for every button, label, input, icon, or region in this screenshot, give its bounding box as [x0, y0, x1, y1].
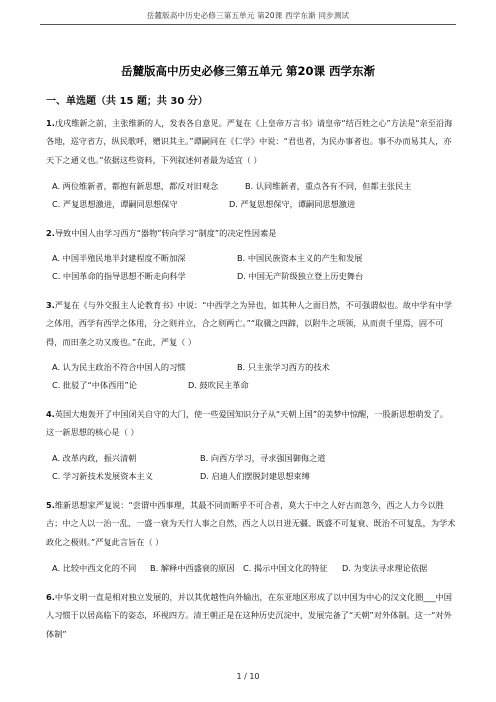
option-c[interactable]: C. 批驳了“中体西用”论 — [52, 380, 137, 390]
question-6 — [46, 588, 456, 643]
option-c[interactable]: C. 中国革命的指导思想不断走向科学 — [52, 271, 186, 281]
option-a[interactable]: A. 两位维新者，都抱有新思想，都反对旧观念 — [52, 181, 219, 191]
question-number: 2. — [46, 228, 55, 238]
section-heading: 一、单选题（共 15 题；共 30 分） — [46, 96, 208, 107]
question-4 — [46, 405, 456, 442]
option-b[interactable]: B. 中国民族资本主义的产生和发展 — [237, 253, 363, 263]
question-stem: 严复在《与外交报主人论教育书》中说：“中西学之为异也，如其种人之面目然，不可强谓似也。故中学有中学之体用，西学有西学之体用，分之则并立，合之则两亡。”“取骥之四蹄，以附牛之项领，从而责千里焉，固不可得，而田垄之功又废也。”在此，严复（ ） — [46, 300, 453, 347]
running-header: 岳麓版高中历史必修三第五单元 第20课 西学东渐 同步测试 — [146, 11, 350, 20]
option-a[interactable]: A. 中国半殖民地半封建程度不断加深 — [52, 253, 186, 263]
option-c[interactable]: C. 学习新技术发展资本主义 — [52, 471, 153, 481]
question-1 — [46, 114, 456, 169]
question-stem: 维新思想家严复说：“尝谓中西事理，其最不同而断乎不可合者，莫大于中之人好古而忽今，西之人力今以胜古；中之人以一治一乱、一盛一衰为天行人事之自然，西之人以日进无疆、既盛不可复衰、既治不可复乱，为学术政化之极则。”严复此言旨在（ ） — [46, 500, 456, 547]
option-b[interactable]: B. 解释中西盛衰的原因 — [150, 563, 235, 573]
option-d[interactable]: D. 严复思想保守，谭嗣同思想激进 — [229, 199, 356, 209]
option-b[interactable]: B. 向西方学习，寻求强国御侮之道 — [200, 453, 326, 463]
option-d[interactable]: D. 启迪人们摆脱封建思想束缚 — [200, 471, 310, 481]
question-number: 6. — [46, 592, 55, 602]
option-a[interactable]: A. 改革内政，振兴清朝 — [52, 453, 137, 463]
question-number: 4. — [46, 409, 55, 419]
question-stem: 英国大炮轰开了中国闭关自守的大门，使一些爱国知识分子从“天朝上国”的美梦中惊醒，一股新思想萌发了。这一新思想的核心是（ ） — [46, 409, 449, 438]
header-divider — [40, 24, 456, 25]
question-stem: 中华文明一直是相对独立发展的，并以其优越性向外输出，在东亚地区形成了以中国为中心的汉文化圈___中国人习惯于以居高临下的姿态，环视四方。清王朝正是在这种历史沉淀中，发展完备了“天朝”对外体制。这一“对外体制” — [46, 592, 452, 639]
option-a[interactable]: A. 比较中西文化的不同 — [52, 563, 137, 573]
option-a[interactable]: A. 认为民主政治不符合中国人的习惯 — [52, 362, 186, 372]
page-number: 1 / 10 — [236, 672, 260, 681]
document-title: 岳麓版高中历史必修三第五单元 第20课 西学东渐 — [120, 64, 375, 78]
question-number: 3. — [46, 300, 55, 310]
option-d[interactable]: D. 鼓吹民主革命 — [188, 380, 249, 390]
question-3 — [46, 296, 456, 351]
option-c[interactable]: C. 揭示中国文化的特征 — [243, 563, 328, 573]
question-stem: 导致中国人由学习西方“器物”转向学习“制度”的决定性因素是 — [54, 228, 277, 238]
question-number: 1. — [46, 118, 55, 128]
question-stem: 戊戌维新之前，主张维新的人，发表各自意见。严复在《上皇帝万言书》请皇帝“结百姓之心”方法是“亲至沿海各地，巡守省方，纵民歌呼，赠识其主。”谭嗣同在《仁学》中说：“君也者，为民办事者也。事不办而易其人，亦天下之通义也。”依据这些资料，下列叙述何者最为适宜（ ） — [46, 118, 453, 165]
option-d[interactable]: D. 为变法寻求理论依据 — [342, 563, 428, 573]
question-2 — [46, 224, 456, 242]
question-number: 5. — [46, 500, 55, 510]
question-5 — [46, 496, 456, 551]
option-b[interactable]: B. 认同维新者，重点各有不同，但都主张民主 — [245, 181, 412, 191]
option-b[interactable]: B. 只主张学习西方的技术 — [237, 362, 330, 372]
option-d[interactable]: D. 中国无产阶级独立登上历史舞台 — [237, 271, 364, 281]
option-c[interactable]: C. 严复思想激进，谭嗣同思想保守 — [52, 199, 178, 209]
